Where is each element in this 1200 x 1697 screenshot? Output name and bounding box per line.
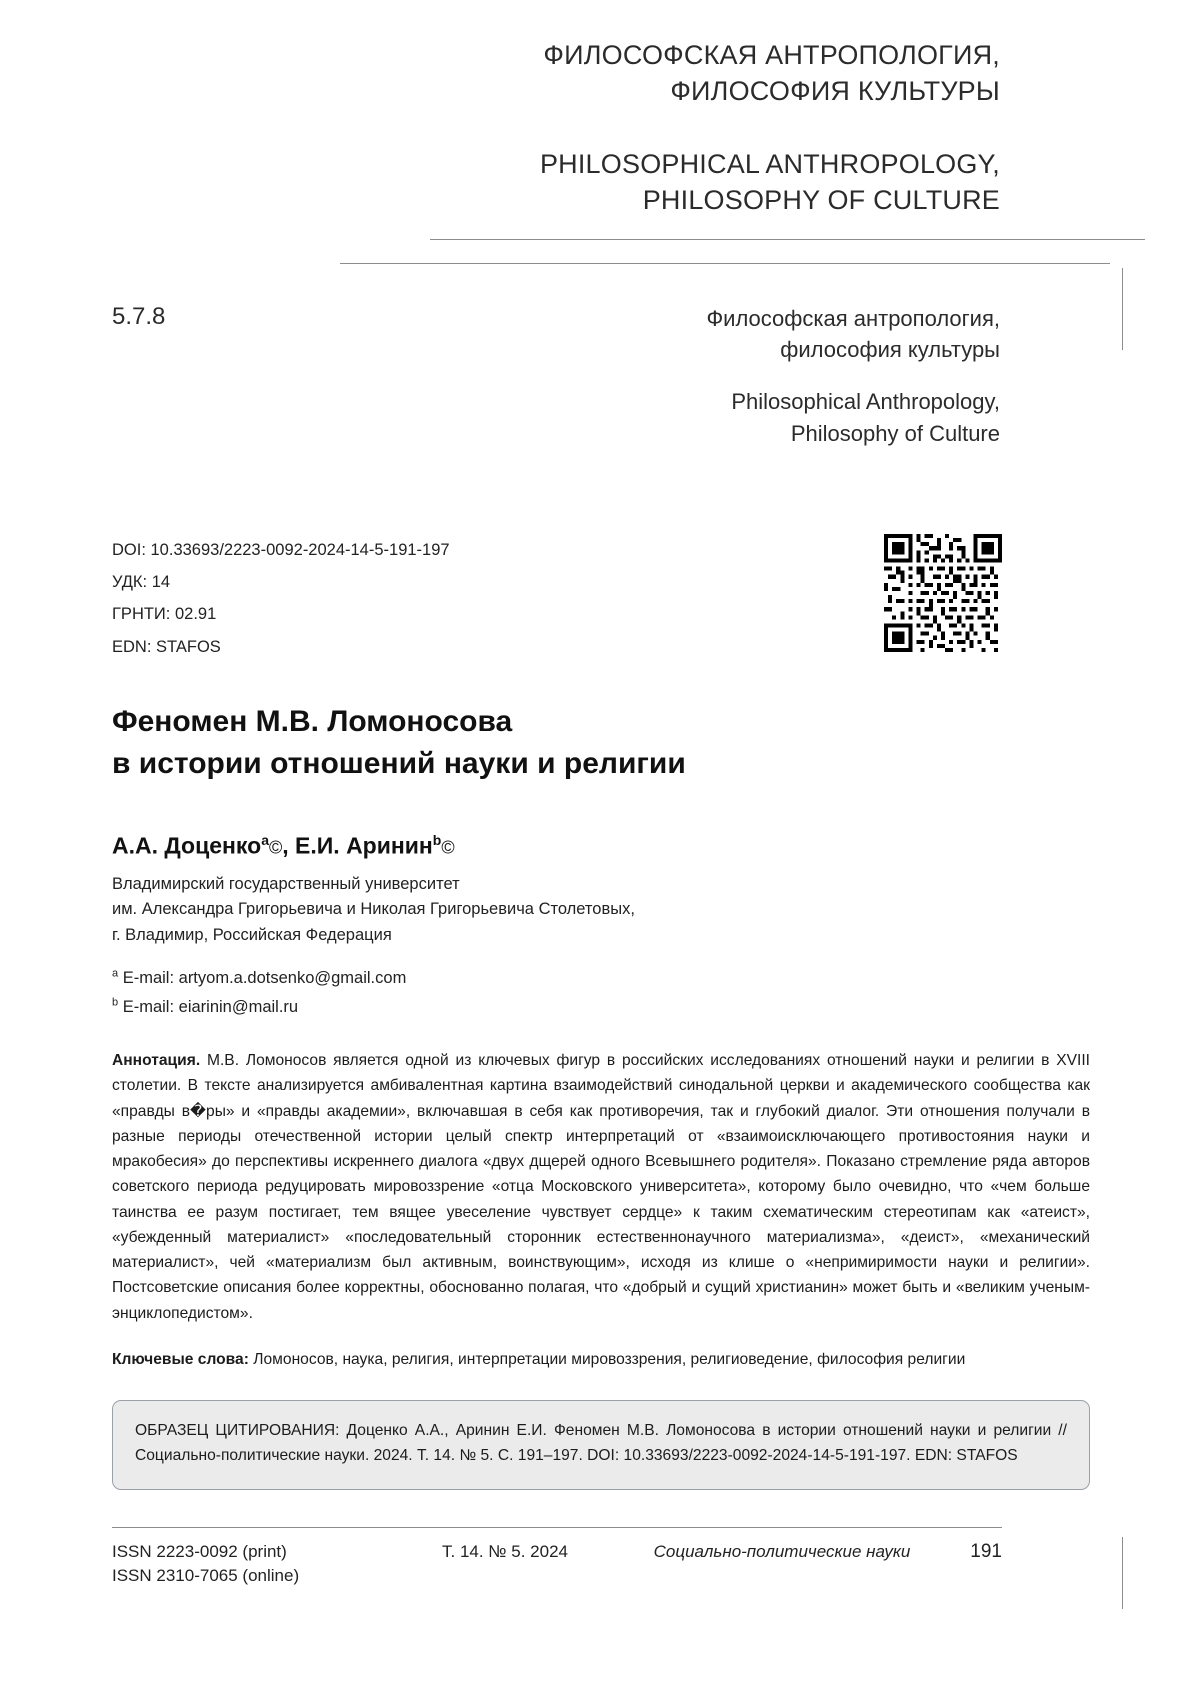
doi-line[interactable]: DOI: 10.33693/2223-0092-2024-14-5-191-197 <box>112 541 450 560</box>
affiliation-line3: г. Владимир, Российская Федерация <box>112 925 392 944</box>
page-title <box>0 701 1200 786</box>
section-title-ru-line1: ФИЛОСОФСКАЯ АНТРОПОЛОГИЯ, <box>543 40 1000 70</box>
author-2-name: Е.И. Аринин <box>295 832 433 859</box>
authors-line <box>0 832 1200 860</box>
author-1-orcid-icon[interactable]: © <box>268 837 283 858</box>
author-1-name: А.А. Доценко <box>112 832 262 859</box>
classification-name-ru-line1: Философская антропология, <box>706 305 1000 331</box>
section-title-ru-line2: ФИЛОСОФИЯ КУЛЬТУРЫ <box>670 75 1000 106</box>
header-rules <box>0 239 1200 265</box>
issn-online: ISSN 2310-7065 (online) <box>112 1566 300 1586</box>
citation-sample-box <box>112 1400 1090 1490</box>
authors-separator: , <box>282 832 296 859</box>
abstract-label: Аннотация. <box>112 1052 201 1070</box>
identifiers-list <box>112 534 450 663</box>
classification-code: 5.7.8 <box>112 302 166 330</box>
citation-text: Доценко А.А., Аринин Е.И. Феномен М.В. Ломоносова в истории отношений науки и религии // Социально-политические науки. 2024. Т. 14. № 5. С. 191–197. DOI: 10.33693/2223-0092-2024-14-5-191-197. EDN: STAFOS <box>135 1421 1067 1464</box>
abstract-text: М.В. Ломоносов является одной из ключевых фигур в российских исследованиях отношений науки и религии в XVIII столетии. В тексте анализируется амбивалентная картина взаимодействий синодальной церкви и академического сообщества как «правды в�ры» и «правды академии», включавшая в себя как противоречия, так и глубокий диалог. Эти отношения получали в разные периоды отечественной истории целый спектр интерпретаций от «взаимоисключающего противостояния науки и мракобесия» до перспективы искреннего диалога «двух дщерей одного Всевышнего родителя». Показано стремление ряда авторов советского периода редуцировать мировоззрение «отца Московского университета», которому было очевидно, что «чем больше таинства ее разум постигает, тем вящее увеселение чувствует сердце» к таким схематическим стереотипам как «атеист», «убежденный материалист» «последовательный сторонник естественнонаучного материализма», «деист», «механический материалист», чей «материализм был активным, воинствующим», исходя из клише о «непримиримости науки и религии». Постсоветские описания более корректны, обоснованно полагая, что «добрый и сущий христианин» может быть и «великим ученым-энциклопедистом». <box>112 1052 1090 1322</box>
keywords-label: Ключевые слова: <box>112 1350 249 1368</box>
udk-line: УДК: 14 <box>112 573 171 592</box>
journal-name: Социально-политические науки <box>653 1541 911 1561</box>
title-line1: Феномен М.В. Ломоносова <box>112 704 513 738</box>
classification-name-ru-line2: философия культуры <box>780 337 1000 363</box>
author-2-affil-marker: b <box>432 831 442 848</box>
journal-section-header <box>0 0 1200 219</box>
issn-print: ISSN 2223-0092 (print) <box>112 1541 287 1561</box>
vertical-rule-footer <box>1122 1537 1123 1609</box>
divider-top <box>430 239 1145 240</box>
grnti-line: ГРНТИ: 02.91 <box>112 605 217 624</box>
vertical-rule-right <box>1122 268 1123 350</box>
section-title-en-line1: PHILOSOPHICAL ANTHROPOLOGY, <box>539 149 1000 180</box>
affiliation-line2: им. Александра Григорьевича и Николая Григорьевича Столетовых, <box>112 900 635 919</box>
edn-line: EDN: STAFOS <box>112 637 221 656</box>
qr-code-icon[interactable] <box>884 534 1002 652</box>
classification-name-en-line2: Philosophy of Culture <box>790 421 1000 447</box>
affiliation-line1: Владимирский государственный университет <box>112 874 460 893</box>
section-title-ru <box>0 38 1000 109</box>
abstract <box>0 1048 1200 1326</box>
classification-names <box>706 303 1000 451</box>
page-footer <box>0 1527 1200 1589</box>
issn-block <box>112 1540 442 1589</box>
volume-issue: Т. 14. № 5. 2024 <box>442 1541 568 1561</box>
author-1-affil-marker: a <box>261 831 269 848</box>
footer-row <box>112 1540 1002 1589</box>
classification-block <box>0 303 1200 451</box>
email-2[interactable]: E-mail: eiarinin@mail.ru <box>122 998 299 1017</box>
footer-divider <box>112 1527 1002 1528</box>
divider-bottom <box>340 263 1110 264</box>
email-2-marker: b <box>112 996 119 1009</box>
affiliation <box>0 872 1200 949</box>
title-line2: в истории отношений науки и религии <box>112 747 686 781</box>
identifiers-row <box>0 534 1200 663</box>
email-1-marker: a <box>112 967 119 980</box>
author-emails <box>0 964 1200 1022</box>
keywords-text: Ломоносов, наука, религия, интерпретации мировоззрения, религиоведение, философия религии <box>248 1350 966 1368</box>
author-2-orcid-icon[interactable]: © <box>441 837 455 858</box>
classification-name-en-line1: Philosophical Anthropology, <box>731 389 1000 415</box>
page-number: 191 <box>970 1540 1002 1562</box>
email-1[interactable]: E-mail: artyom.a.dotsenko@gmail.com <box>122 969 407 988</box>
section-title-en-line2: PHILOSOPHY OF CULTURE <box>642 184 1000 215</box>
email-line-1 <box>112 964 1200 993</box>
citation-label: ОБРАЗЕЦ ЦИТИРОВАНИЯ: <box>135 1421 340 1439</box>
keywords <box>0 1348 1200 1372</box>
email-line-2 <box>112 993 1200 1022</box>
section-title-en <box>0 147 1000 218</box>
